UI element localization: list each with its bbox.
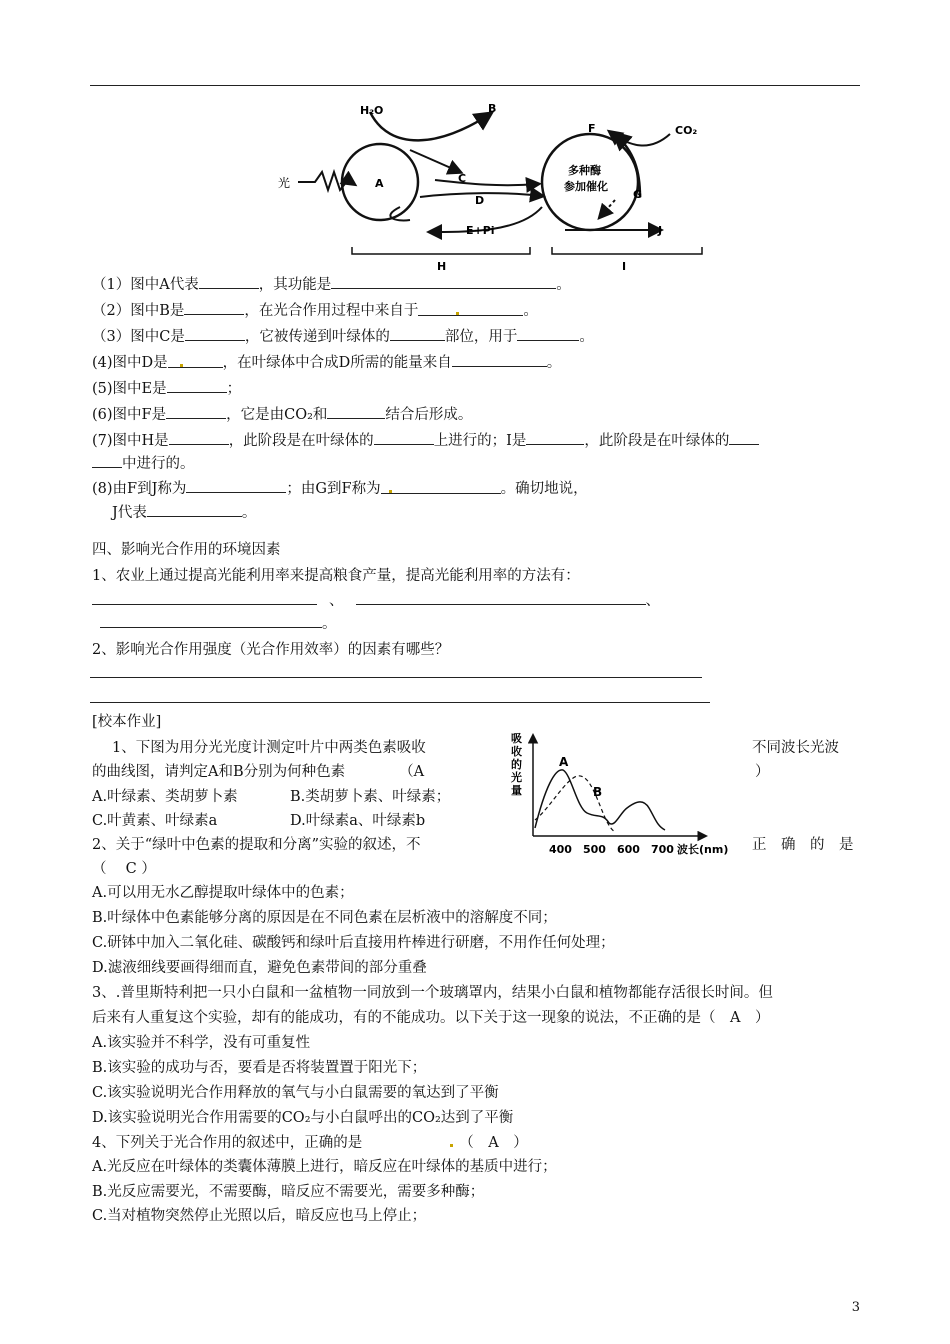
section-4-q2: 2、影响光合作用强度（光合作用效率）的因素有哪些？ [92, 642, 450, 658]
question-3: （3）图中C是 ，它被传递到叶绿体的 部位，用于 。 [92, 326, 594, 347]
photosynthesis-diagram [270, 92, 698, 277]
co2-label: CO₂ [675, 124, 698, 137]
question-6: (6)图中F是 ，它是由CO₂和 结合后形成。 [92, 404, 472, 425]
answer-blank[interactable] [327, 404, 385, 419]
hw-q2-line2: （ C ） [92, 861, 156, 877]
answer-blank[interactable] [331, 274, 556, 289]
y-label-char: 收 [511, 745, 522, 758]
hw-q1-options-row2: C.叶黄素、叶绿素a D.叶绿素a、叶绿素b [92, 813, 426, 829]
page-number: 3 [851, 1300, 860, 1315]
answer-blank[interactable] [374, 430, 434, 445]
curve-a [535, 770, 665, 830]
answer-blank[interactable] [418, 301, 523, 316]
answer-blank[interactable] [526, 430, 584, 445]
enzyme-label-2: 参加催化 [564, 180, 608, 193]
x-tick: 700 [651, 843, 674, 856]
hw-q3-line1: 3、.普里斯特利把一只小白鼠和一盆植物一同放到一个玻璃罩内，结果小白鼠和植物都能存活很长时间。但 [92, 985, 773, 1001]
question-1: （1）图中A代表 ，其功能是 。 [92, 274, 571, 295]
answer-blank[interactable] [185, 326, 245, 341]
answer-blank[interactable] [147, 502, 242, 517]
y-label-char: 量 [511, 784, 522, 797]
answer-blank[interactable] [517, 326, 579, 341]
answer-blank[interactable] [92, 453, 122, 468]
hw-q2-option-d: D.滤液细线要画得细而直，避免色素带间的部分重叠 [92, 960, 427, 976]
x-tick: 600 [617, 843, 640, 856]
answer-blank[interactable] [381, 479, 501, 494]
question-8-cont: J代表 。 [112, 502, 256, 523]
curve-b-label: B [593, 785, 603, 799]
hw-q4-option-b: B.光反应需要光，不需要酶，暗反应不需要光，需要多种酶； [92, 1184, 485, 1200]
hw-q2-line1-right: 正 确 的 是 [752, 837, 854, 853]
answer-blank[interactable] [729, 430, 759, 445]
hw-q4-option-a: A.光反应在叶绿体的类囊体薄膜上进行，暗反应在叶绿体的基质中进行； [92, 1159, 557, 1175]
hw-q2-option-b: B.叶绿体中色素能够分离的原因是在不同色素在层析液中的溶解度不同； [92, 910, 557, 926]
i-label: I [622, 260, 627, 273]
answer-blank[interactable] [452, 352, 547, 367]
hw-q1-line1: 1、下图为用分光光度计测定叶片中两类色素吸收 [112, 740, 426, 756]
j-label: J [658, 224, 663, 237]
question-7-cont: 中进行的。 [92, 453, 195, 474]
answer-blank[interactable] [199, 274, 259, 289]
hw-q3-option-a: A.该实验并不科学，没有可重复性 [92, 1035, 311, 1051]
y-label-char: 的 [511, 758, 522, 771]
hw-q4-line1: 4、下列关于光合作用的叙述中，正确的是 （ A ） [92, 1135, 528, 1151]
question-8: (8)由F到J称为 ；由G到F称为 。确切地说， [92, 478, 588, 499]
curve-b [535, 776, 615, 832]
curve-a-label: A [559, 755, 569, 769]
section-4-title: 四、影响光合作用的环境因素 [92, 542, 281, 558]
question-7: (7)图中H是 ，此阶段是在叶绿体的 上进行的；I是 ，此阶段是在叶绿体的 [92, 430, 759, 451]
enzyme-label-1: 多种酶 [568, 164, 601, 177]
hw-q2-option-c: C.研钵中加入二氧化硅、碳酸钙和绿叶后直接用杵棒进行研磨，不用作任何处理； [92, 935, 615, 951]
hw-q3-option-c: C.该实验说明光合作用释放的氧气与小白鼠需要的氧达到了平衡 [92, 1085, 499, 1101]
light-label: 光 [278, 176, 291, 190]
answer-blank[interactable] [169, 430, 229, 445]
answer-blank[interactable] [356, 590, 646, 605]
answer-blank[interactable] [167, 378, 227, 393]
answer-line[interactable] [90, 677, 702, 678]
x-tick: 500 [583, 843, 606, 856]
hw-q2-option-a: A.可以用无水乙醇提取叶绿体中的色素； [92, 885, 354, 901]
y-label-char: 吸 [511, 732, 522, 745]
answer-blank[interactable] [184, 300, 244, 315]
answer-blank[interactable] [100, 613, 322, 628]
h-label: H [437, 260, 447, 273]
question-5: (5)图中E是 ； [92, 378, 241, 399]
d-label: D [475, 194, 485, 207]
b-label: B [488, 102, 497, 115]
homework-title: [校本作业] [92, 714, 162, 730]
g-label: G [633, 188, 643, 201]
a-label: A [375, 177, 384, 190]
question-2: （2）图中B是 ，在光合作用过程中来自于 。 [92, 300, 538, 321]
answer-blank[interactable] [92, 590, 317, 605]
section-4-q1: 1、农业上通过提高光能利用率来提高粮食产量，提高光能利用率的方法有： [92, 568, 580, 584]
h2o-label: H₂O [360, 104, 384, 117]
hw-q2-line1: 2、关于“绿叶中色素的提取和分离”实验的叙述，不 [92, 837, 421, 853]
y-label-char: 光 [511, 771, 522, 784]
answer-line[interactable] [90, 702, 710, 703]
answer-blank[interactable] [166, 404, 226, 419]
x-axis-label: 波长(nm) [677, 843, 729, 856]
c-label: C [458, 172, 467, 185]
epi-label: E+Pi [466, 224, 495, 237]
hw-q1-line1-right: 不同波长光波 [752, 740, 839, 756]
question-4: (4)图中D是 ，在叶绿体中合成D所需的能量来自 。 [92, 352, 561, 373]
absorption-graph [505, 728, 745, 858]
x-tick: 400 [549, 843, 572, 856]
hw-q1-options-row1: A.叶绿素、类胡萝卜素 B.类胡萝卜素、叶绿素； [92, 789, 451, 805]
section-4-q1-blank3: 。 [100, 613, 337, 634]
f-label: F [588, 122, 596, 135]
hw-q1-line2: 的曲线图，请判定A和B分别为何种色素 （A [92, 764, 425, 780]
answer-blank[interactable] [186, 478, 286, 493]
top-rule [90, 85, 860, 86]
section-4-q1-blanks: 、 、 [92, 590, 660, 611]
hw-q1-line2-right: ） [755, 764, 770, 780]
hw-q3-option-d: D.该实验说明光合作用需要的CO₂与小白鼠呼出的CO₂达到了平衡 [92, 1110, 514, 1126]
answer-blank[interactable] [390, 326, 445, 341]
hw-q3-option-b: B.该实验的成功与否，要看是否将装置置于阳光下； [92, 1060, 427, 1076]
hw-q3-line2: 后来有人重复这个实验，却有的能成功，有的不能成功。以下关于这一现象的说法，不正确的是（ A ） [92, 1010, 770, 1026]
answer-blank[interactable] [168, 353, 223, 368]
hw-q4-option-c: C.当对植物突然停止光照以后，暗反应也马上停止； [92, 1208, 427, 1224]
